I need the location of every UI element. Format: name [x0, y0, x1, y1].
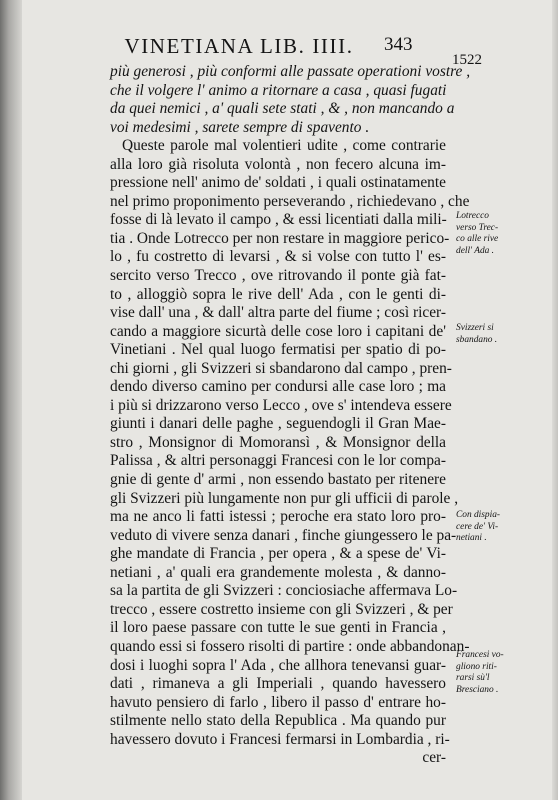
- text-line: havessero dovuto i Francesi fermarsi in Lombardia , ri-: [110, 730, 450, 748]
- body-text-block: [110, 63, 471, 768]
- text-line: sa la partita de gli Svizzeri : conciosiache affermava Lo-: [110, 582, 458, 600]
- text-line: gnie di gente d' armi , non essendo bastato per ritenere: [110, 471, 446, 489]
- margin-note-lotrecco: [456, 211, 546, 257]
- text-line: cer-: [422, 749, 446, 767]
- text-line: gli Svizzeri più lungamente non pur gli ufficii di parole ,: [110, 489, 459, 507]
- margin-year: 1522: [452, 52, 482, 68]
- text-line: to , alloggiò sopra le rive dell' Ada , con le genti di-: [110, 285, 446, 303]
- margin-note-line: rarsi ѕù'l: [456, 673, 490, 683]
- text-line: sercito verso Trecco , ove ritrovando il ponte già fat-: [110, 267, 446, 285]
- margin-note-francesi: [456, 650, 546, 696]
- text-line: stro , Monsignor di Momoransì , & Monsignor della: [110, 433, 446, 451]
- margin-note-line: Con dispia-: [456, 510, 501, 520]
- text-line: voi medesimi , sarete sempre di spavento .: [110, 118, 370, 136]
- text-line: il loro paese passare con tutte le sue genti in Francia ,: [110, 619, 446, 637]
- margin-note-line: Lotrecco: [456, 211, 489, 221]
- text-line: quando essi si fossero risolti di partire : onde abbandonan-: [110, 637, 470, 655]
- text-line: vise dall' una , & dall' altra parte del fiume ; così ricer-: [110, 304, 446, 322]
- text-line: stilmente nello stato della Republica . Ma quando pur: [110, 712, 446, 730]
- margin-note-line: netiani .: [456, 533, 487, 543]
- page-gutter-shadow: [0, 0, 22, 800]
- text-line: cando a maggiore sicurtà delle cose loro i capitani de': [110, 322, 446, 340]
- running-head-title: VINETIANA LIB. IIII.: [124, 34, 354, 58]
- text-line: Palissa , & altri personaggi Francesi con le lor compa-: [110, 452, 446, 470]
- margin-note-line: Svizzeri si: [456, 323, 494, 333]
- margin-note-dispiacere: [456, 510, 546, 545]
- text-line: nel primo proponimento perseverando , richiedevano , che: [110, 192, 470, 210]
- margin-note-line: Francesi vo-: [456, 650, 504, 660]
- text-line: havuto pensiero di farlo , libero il passo d' entrare ho-: [110, 693, 446, 711]
- text-line: dati , rimaneva a gli Imperiali , quando havessero: [110, 675, 446, 693]
- margin-note-line: dell' Ada .: [456, 245, 495, 256]
- text-line: tia . Onde Lotrecco per non restare in maggiore perico-: [110, 229, 450, 247]
- text-line: Queste parole mal volentieri udite , come contrarie: [122, 137, 446, 155]
- page-number: 343: [384, 34, 413, 55]
- text-line: trecco , essere costretto insieme con gli Svizzeri , & per: [110, 600, 453, 618]
- text-line: giunti i danari delle paghe , seguendogli il Gran Mae-: [110, 415, 446, 433]
- margin-note-line: sbandano .: [456, 334, 498, 345]
- margin-note-line: verso Trec-: [456, 222, 499, 233]
- text-line: Vinetiani . Nel qual luogo fermatisi per spatio di po-: [110, 341, 446, 359]
- text-line: dosi i luoghi sopra l' Ada , che allhora tenevansi guar-: [110, 656, 446, 674]
- text-line: ghe mandate di Francia , per opera , & a spese de' Vi-: [110, 545, 446, 563]
- text-line: pressione nell' animo de' soldati , i quali ostinatamente: [110, 174, 446, 192]
- margin-note-line: gliono riti-: [456, 661, 497, 672]
- text-line: più generosi , più conformi alle passate operationi vostre ,: [110, 63, 471, 80]
- margin-note-line: Bresciano .: [456, 684, 499, 695]
- text-line: fosse di là levato il campo , & essi licentiati dalla mili-: [110, 211, 447, 229]
- text-line: chi giorni , gli Svizzeri si sbandarono dal campo , pren-: [110, 359, 452, 377]
- margin-note-line: co alle rive: [456, 234, 499, 244]
- text-line: netiani , a' quali era grandemente molesta , & danno-: [110, 563, 446, 581]
- text-line: veduto di vivere senza danari , finche giungessero le pa-: [110, 526, 457, 544]
- text-line: da quei nemici , a' quali sete stati , & , non mancando a: [110, 100, 455, 118]
- text-line: alla loro già risoluta volontà , non fecero alcuna im-: [110, 155, 446, 173]
- page-edge: [552, 0, 558, 800]
- text-line: i più si drizzarono verso Lecco , ove s' intendeva essere: [110, 396, 452, 414]
- margin-note-svizzeri: [456, 323, 546, 346]
- text-line: lo , fu costretto di levarsi , & si volse con tutto l' es-: [110, 248, 446, 266]
- margin-note-line: cere de' Vi-: [456, 521, 499, 532]
- text-line: che il volgere l' animo a ritornare a casa , quasi fugati: [110, 81, 447, 99]
- text-line: dendo diverso camino per condursi alle case loro ; ma: [110, 378, 446, 396]
- text-line: ma ne anco li fatti istessi ; peroche era stato loro pro-: [110, 508, 446, 526]
